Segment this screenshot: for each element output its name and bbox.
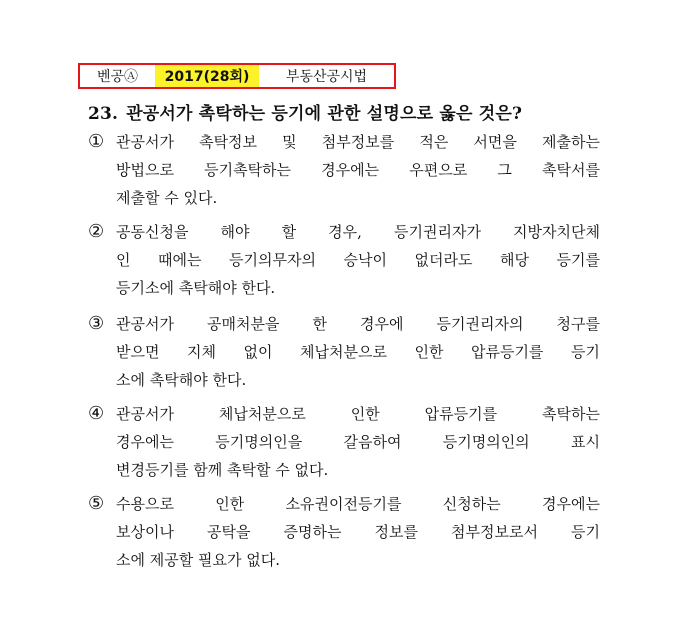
option-word: 할 [281, 223, 297, 241]
option-word: 관공서가 [116, 133, 174, 151]
option-word: 인한 [414, 343, 444, 361]
option-word: 촉탁하는 [541, 405, 600, 423]
option-word: 체납처분으로 [218, 405, 306, 423]
option-line: 제출할 수 있다. [116, 189, 218, 207]
option-marker: ③ [88, 313, 105, 334]
option-word: 등기의무자의 [229, 251, 316, 269]
option-word: 체납처분으로 [300, 343, 387, 361]
option-word: 등기 [571, 523, 600, 541]
question-number: 23. [88, 104, 119, 124]
option-marker: ⑤ [88, 493, 105, 514]
option-word: 공매처분을 [207, 315, 280, 333]
option-word: 신청하는 [442, 495, 501, 513]
question-title [88, 99, 608, 124]
option-word: 그 [497, 161, 512, 179]
option-word: 보상이나 [116, 523, 174, 541]
option-word: 한 [312, 315, 327, 333]
option-word: 관공서가 [116, 315, 174, 333]
option-word: 등기명의인의 [442, 433, 530, 451]
option-word: 수용으로 [116, 495, 174, 513]
option-marker: ② [88, 221, 105, 242]
option-word: 경우에는 [321, 161, 380, 179]
option-word: 공탁을 [207, 523, 251, 541]
option-word: 청구를 [556, 315, 600, 333]
option-word: 등기명의인을 [215, 433, 303, 451]
option-word: 인한 [350, 405, 380, 423]
option-line: 소에 제공할 필요가 없다. [116, 551, 280, 569]
option-word: 촉탁서를 [541, 161, 600, 179]
option-word: 지체 [187, 343, 216, 361]
option-line [116, 428, 600, 456]
option-word: 등기권리자의 [436, 315, 524, 333]
option-marker: ① [88, 131, 105, 152]
option-word: 적은 [419, 133, 449, 151]
option-word: 첨부정보로서 [451, 523, 538, 541]
option-word: 우편으로 [409, 161, 468, 179]
option-word: 압류등기를 [470, 343, 544, 361]
option-line [116, 518, 600, 546]
option-word: 갈음하여 [343, 433, 402, 451]
option-word: 승낙이 [343, 251, 387, 269]
exam-tag: 벤공Ⓐ [96, 69, 139, 85]
option-word: 표시 [570, 433, 600, 451]
option-word: 등기촉탁하는 [204, 161, 292, 179]
exam-year-tag: 2017(28회) [155, 65, 259, 87]
option-word: 지방자치단체 [513, 223, 600, 241]
option-word: 인 [116, 251, 131, 269]
option-line: 변경등기를 함께 촉탁할 수 없다. [116, 461, 329, 479]
option-word: 첨부정보를 [321, 133, 395, 151]
option-word: 정보를 [374, 523, 418, 541]
option-word: 등기 [570, 343, 600, 361]
option-word: 증명하는 [283, 523, 342, 541]
option-line [116, 338, 600, 366]
option-line: 소에 촉탁해야 한다. [116, 371, 247, 389]
option-line [116, 156, 600, 184]
option-line [116, 218, 600, 246]
option-word: 없이 [243, 343, 273, 361]
option-line: 등기소에 촉탁해야 한다. [116, 279, 276, 297]
option-word: 해야 [220, 223, 250, 241]
option-word: 등기를 [556, 251, 600, 269]
option-word: 촉탁정보 [199, 133, 258, 151]
option-word: 경우에는 [542, 495, 600, 513]
option-word: 경우에는 [116, 433, 174, 451]
option-line [116, 400, 600, 428]
option-marker: ④ [88, 403, 105, 424]
option-word: 소유권이전등기를 [285, 495, 402, 513]
exam-header [78, 63, 396, 89]
option-word: 방법으로 [116, 161, 174, 179]
option-word: 경우에 [360, 315, 404, 333]
option-line [116, 246, 600, 274]
option-word: 받으면 [116, 343, 160, 361]
question-text: 관공서가 촉탁하는 등기에 관한 설명으로 옳은 것은? [126, 104, 523, 124]
option-word: 공동신청을 [116, 223, 189, 241]
option-word: 압류등기를 [424, 405, 498, 423]
option-line [116, 490, 600, 518]
option-word: 서면을 [473, 133, 517, 151]
option-word: 때에는 [158, 251, 202, 269]
subject-tag: 부동산공시법 [285, 69, 368, 85]
option-word: 관공서가 [116, 405, 174, 423]
option-line [116, 310, 600, 338]
option-word: 없더라도 [414, 251, 473, 269]
option-word: 경우, [328, 223, 362, 241]
option-line [116, 128, 600, 156]
option-word: 및 [282, 133, 297, 151]
option-word: 인한 [215, 495, 245, 513]
option-word: 제출하는 [542, 133, 600, 151]
option-word: 등기권리자가 [394, 223, 481, 241]
option-word: 해당 [499, 251, 529, 269]
